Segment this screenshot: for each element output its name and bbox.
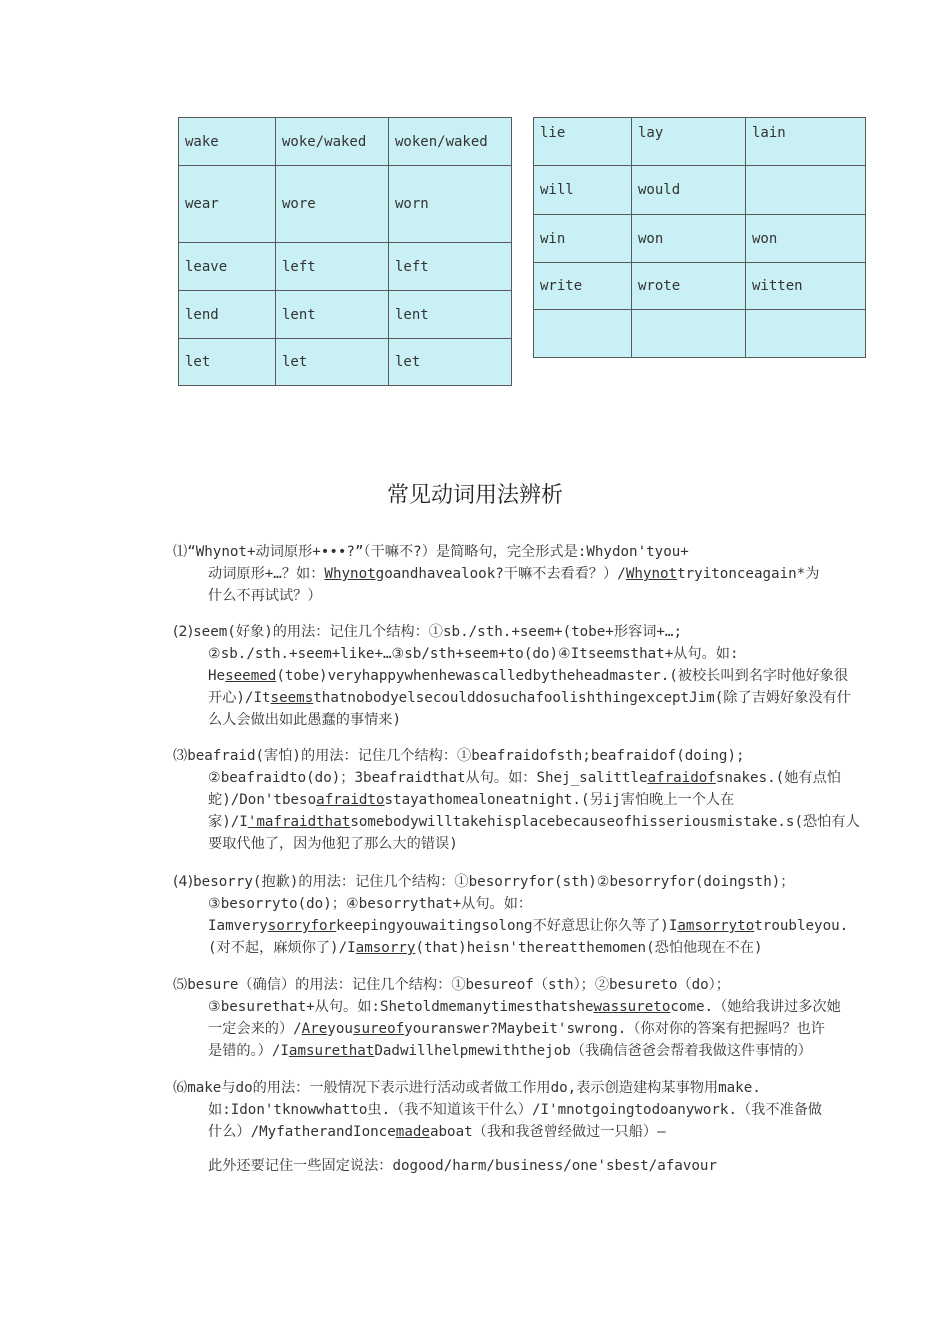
table-cell: lie [534, 118, 632, 166]
table-cell [746, 166, 866, 215]
text-line: 动词原形+…？如：Whynotgoandhavealook?干嘛不去看看？）/Whynottryitonceagain*为 [208, 566, 820, 582]
table-cell: lend [179, 291, 276, 339]
table-row [179, 243, 512, 291]
table-cell: write [534, 263, 632, 310]
text-line: 么人会做出如此愚蠢的事情来) [208, 712, 401, 728]
table-cell: lain [746, 118, 866, 166]
text-line: (对不起，麻烦你了)/Iamsorry(that)heisn'thereatthemomen(恐怕他现在不在) [208, 940, 763, 956]
text-line: 一定会来的）/Areyousureofyouranswer?Maybeit'swrong.（你对你的答案有把握吗？也许 [208, 1021, 825, 1037]
page-title: 常见动词用法辨析 [386, 483, 563, 508]
table-cell: left [389, 243, 512, 291]
table-cell: worn [389, 166, 512, 243]
section-3 [173, 745, 873, 855]
table-cell [632, 310, 746, 358]
table-cell: wear [179, 166, 276, 243]
table-row [534, 118, 866, 166]
table-row [534, 215, 866, 263]
table-cell: leave [179, 243, 276, 291]
table-cell: wrote [632, 263, 746, 310]
table-row [179, 166, 512, 243]
section-2 [173, 621, 873, 731]
table-cell: won [746, 215, 866, 263]
table-cell: woke/waked [276, 118, 389, 166]
table-cell: wake [179, 118, 276, 166]
table-cell: let [179, 339, 276, 386]
text-line: ③besorryto(do)；④besorrythat+从句。如： [208, 896, 533, 912]
text-line: 要取代他了，因为他犯了那么大的错误) [208, 836, 458, 852]
text-line: 蛇)/Don'tbesoafraidtostayathomealoneatnight.(另ij害怕晚上一个人在 [208, 792, 735, 808]
table-row [179, 339, 512, 386]
text-line: Iamverysorryforkeepingyouwaitingsolong不好意思让你久等了)Iamsorrytotroubleyou. [208, 918, 849, 934]
section-6 [173, 1077, 873, 1177]
table-cell: left [276, 243, 389, 291]
table-cell: let [276, 339, 389, 386]
table-cell: lay [632, 118, 746, 166]
text-line: ⑴“Whynot+动词原形+•••?”（干嘛不?）是简略句，完全形式是:Whydon'tyou+ [173, 544, 689, 560]
text-line: 如:Idon'tknowwhatto虫.（我不知道该干什么）/I'mnotgoingtodoanywork.（我不准备做 [208, 1102, 823, 1118]
table-row [534, 310, 866, 358]
table-cell [746, 310, 866, 358]
table-cell: wore [276, 166, 389, 243]
table-cell: will [534, 166, 632, 215]
text-line: (2)seem(好象)的用法：记住几个结构：①sb./sth.+seem+(tobe+形容词+…; [173, 624, 683, 640]
table-cell: lent [389, 291, 512, 339]
text-line: 什么不再试试？） [208, 588, 322, 604]
text-line: ⑸besure（确信）的用法：记住几个结构：①besureof（sth）；②besureto（do）； [173, 977, 730, 993]
table-cell: witten [746, 263, 866, 310]
table-row [534, 263, 866, 310]
section-5 [173, 974, 873, 1062]
text-line: ②beafraidto(do)；3beafraidthat从句。如：Shej_salittleafraidofsnakes.(她有点怕 [208, 770, 841, 786]
table-cell: won [632, 215, 746, 263]
text-line: 此外还要记住一些固定说法：dogood/harm/business/one'sbest/afavour [208, 1158, 718, 1174]
section-4 [173, 871, 873, 959]
text-line: ②sb./sth.+seem+like+…③sb/sth+seem+to(do)④Itseemsthat+从句。如: [208, 646, 739, 662]
table-row [179, 118, 512, 166]
text-line: 是错的。）/IamsurethatDadwillhelpmewiththejob（我确信爸爸会帮着我做这件事情的） [208, 1043, 812, 1059]
text-line: (4)besorry(抱歉)的用法：记住几个结构：①besorryfor(sth)②besorryfor(doingsth)； [173, 874, 795, 890]
table-cell: would [632, 166, 746, 215]
verb-table-left [178, 117, 512, 386]
table-cell: lent [276, 291, 389, 339]
text-line: 什么）/MyfatherandIoncemadeaboat（我和我爸曾经做过一只船）— [208, 1124, 666, 1140]
table-cell [534, 310, 632, 358]
table-row [534, 166, 866, 215]
table-row [179, 291, 512, 339]
table-cell: let [389, 339, 512, 386]
text-line: ⑶beafraid(害怕)的用法：记住几个结构：①beafraidofsth;beafraidof(doing); [173, 748, 745, 764]
table-cell: win [534, 215, 632, 263]
table-cell: woken/waked [389, 118, 512, 166]
text-line: 开心)/ItseemsthatnobodyelsecoulddosuchafoolishthingexceptJim(除了吉姆好象没有什 [208, 690, 851, 706]
verb-table-right [533, 117, 866, 358]
text-line: 家)/I'mafraidthatsomebodywilltakehisplacebecauseofhisseriousmistake.s(恐怕有人 [208, 814, 860, 830]
section-1 [173, 541, 873, 607]
text-line: Heseemed(tobe)veryhappywhenhewascalledbytheheadmaster.(被校长叫到名字时他好象很 [208, 668, 849, 684]
text-line: ⑹make与do的用法：一般情况下表示进行活动或者做工作用do,表示创造建构某事物用make. [173, 1080, 761, 1096]
text-line: ③besurethat+从句。如:Shetoldmemanytimesthatshewassuretocome.（她给我讲过多次她 [208, 999, 841, 1015]
